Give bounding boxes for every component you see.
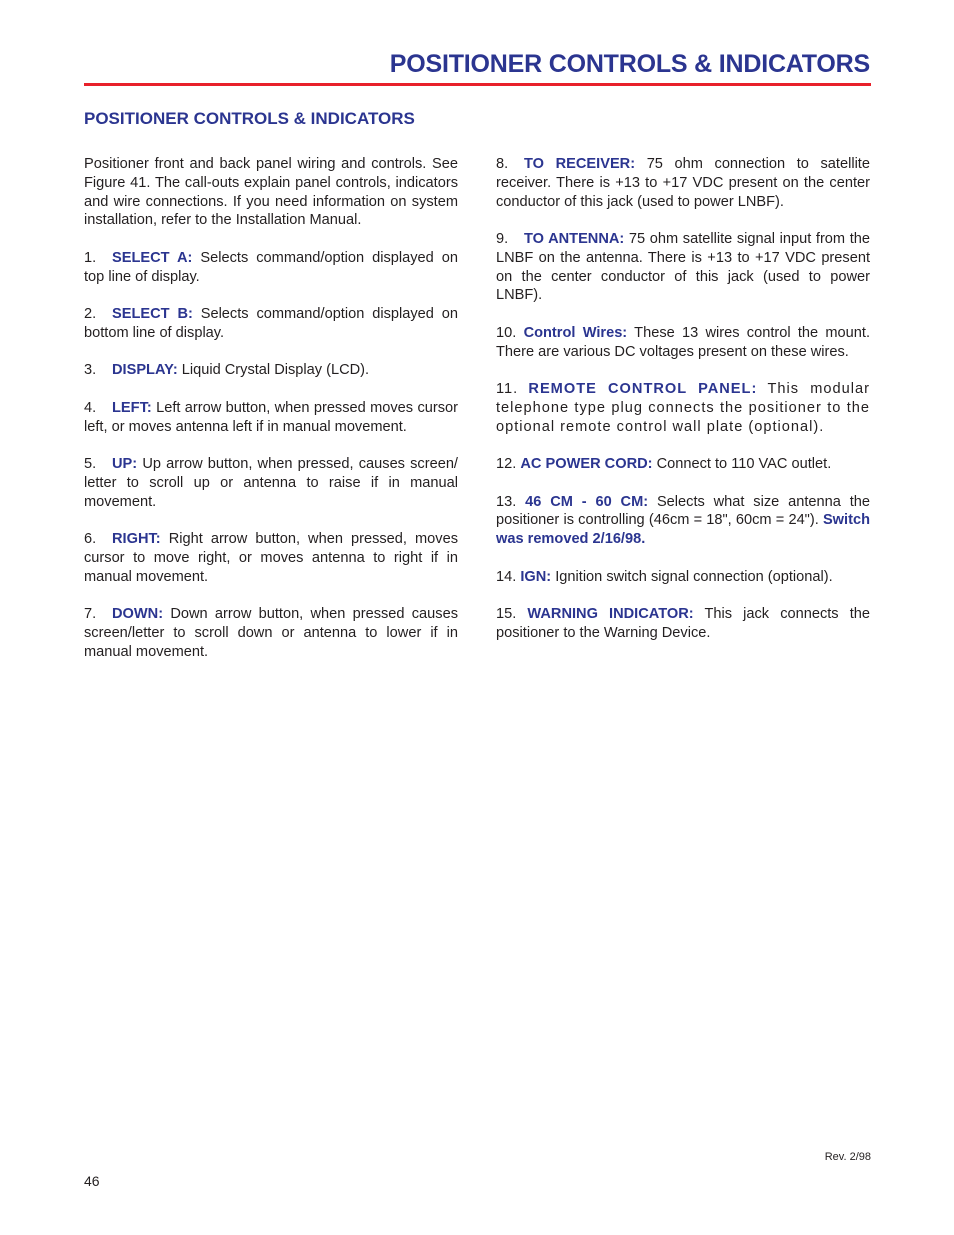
- list-item: [84, 399, 458, 437]
- list-item: [84, 605, 458, 661]
- list-item: [84, 361, 458, 380]
- item-number: 9.: [496, 231, 509, 247]
- revision-label: Rev. 2/98: [824, 1151, 871, 1163]
- item-text: Up arrow button, when pressed, causes screen/ letter to scroll up or antenna to raise if in manual movement.: [84, 456, 458, 510]
- item-text: Connect to 110 VAC outlet.: [656, 456, 832, 472]
- item-text: Right arrow button, when pressed, moves cursor to move right, or moves antenna to right if in manual movement.: [84, 531, 458, 585]
- item-term: DISPLAY:: [112, 362, 178, 379]
- item-number: 11.: [496, 381, 519, 397]
- right-column: [496, 155, 870, 661]
- list-item: [84, 305, 458, 343]
- item-term: RIGHT:: [112, 531, 161, 547]
- list-item: [496, 380, 870, 436]
- item-term: DOWN:: [112, 606, 164, 622]
- item-number: 10.: [496, 324, 517, 341]
- item-number: 1.: [84, 249, 97, 266]
- item-term: TO ANTENNA:: [524, 231, 625, 247]
- item-text: This jack connects the positioner to the Warning Device.: [496, 606, 870, 641]
- item-text: Selects command/option displayed on bottom line of display.: [84, 306, 458, 341]
- page-number: 46: [84, 1173, 100, 1189]
- intro-paragraph: Positioner front and back panel wiring and controls. See Figure 41. The call-outs explain panel controls, indicators and wire connections. If you need information on system installation, refer to the Installation Manual.: [84, 156, 458, 229]
- item-text: 75 ohm connection to satellite receiver. There is +13 to +17 VDC present on the center conductor of this jack (used to power LNBF).: [496, 156, 870, 210]
- item-text: Selects command/option displayed on top line of display.: [84, 249, 458, 285]
- list-item: [84, 455, 458, 511]
- item-text: Down arrow button, when pressed causes screen/letter to scroll down or antenna to lower if in manual movement.: [84, 606, 458, 660]
- list-item: [496, 324, 870, 362]
- item-term: SELECT B:: [112, 306, 193, 322]
- item-number: 3.: [84, 362, 97, 379]
- list-item: [496, 568, 870, 587]
- item-number: 2.: [84, 306, 97, 322]
- item-number: 15.: [496, 606, 517, 622]
- list-item: [496, 230, 870, 305]
- item-number: 7.: [84, 606, 97, 622]
- item-term: WARNING INDICATOR:: [527, 606, 694, 622]
- item-term: UP:: [112, 456, 138, 472]
- item-term: AC POWER CORD:: [520, 456, 653, 472]
- item-text: Ignition switch signal connection (optional).: [555, 568, 833, 585]
- item-term: REMOTE CONTROL PANEL:: [528, 381, 758, 397]
- item-note: Switch was removed 2/16/98.: [496, 512, 870, 547]
- item-text: Left arrow button, when pressed moves cursor left, or moves antenna left if in manual movement.: [84, 399, 458, 435]
- item-term: IGN:: [520, 568, 552, 585]
- item-term: SELECT A:: [112, 249, 193, 266]
- section-heading: POSITIONER CONTROLS & INDICATORS: [84, 109, 415, 128]
- item-term: LEFT:: [112, 399, 152, 416]
- list-item: [496, 493, 870, 549]
- item-number: 4.: [84, 399, 97, 416]
- item-number: 8.: [496, 156, 509, 172]
- item-term: Control Wires:: [523, 324, 628, 341]
- item-text: 75 ohm satellite signal input from the LNBF on the antenna. There is +13 to +17 VDC present on the center conductor of this jack (used to power LNBF).: [496, 231, 870, 304]
- item-term: TO RECEIVER:: [524, 156, 636, 172]
- list-item: [84, 249, 458, 287]
- item-number: 6.: [84, 531, 97, 547]
- item-term: 46 CM - 60 CM:: [525, 493, 649, 510]
- title-rule: [84, 83, 871, 86]
- item-text: These 13 wires control the mount. There are various DC voltages present on these wires.: [496, 324, 871, 360]
- item-number: 14.: [496, 568, 517, 585]
- list-item: [84, 530, 458, 586]
- item-text: Liquid Crystal Display (LCD).: [181, 362, 370, 379]
- item-text: This modular telephone type plug connects the positioner to the optional remote control wall plate (optional).: [496, 381, 870, 435]
- list-item: [496, 455, 870, 474]
- page-title: POSITIONER CONTROLS & INDICATORS: [389, 50, 870, 78]
- item-number: 12.: [496, 456, 517, 472]
- list-item: [496, 155, 870, 211]
- left-column: [84, 155, 458, 680]
- item-number: 5.: [84, 456, 97, 472]
- item-text: Selects what size antenna the positioner is controlling (46cm = 18", 60cm = 24").: [496, 493, 870, 529]
- list-item: [496, 605, 870, 643]
- item-number: 13.: [496, 493, 517, 510]
